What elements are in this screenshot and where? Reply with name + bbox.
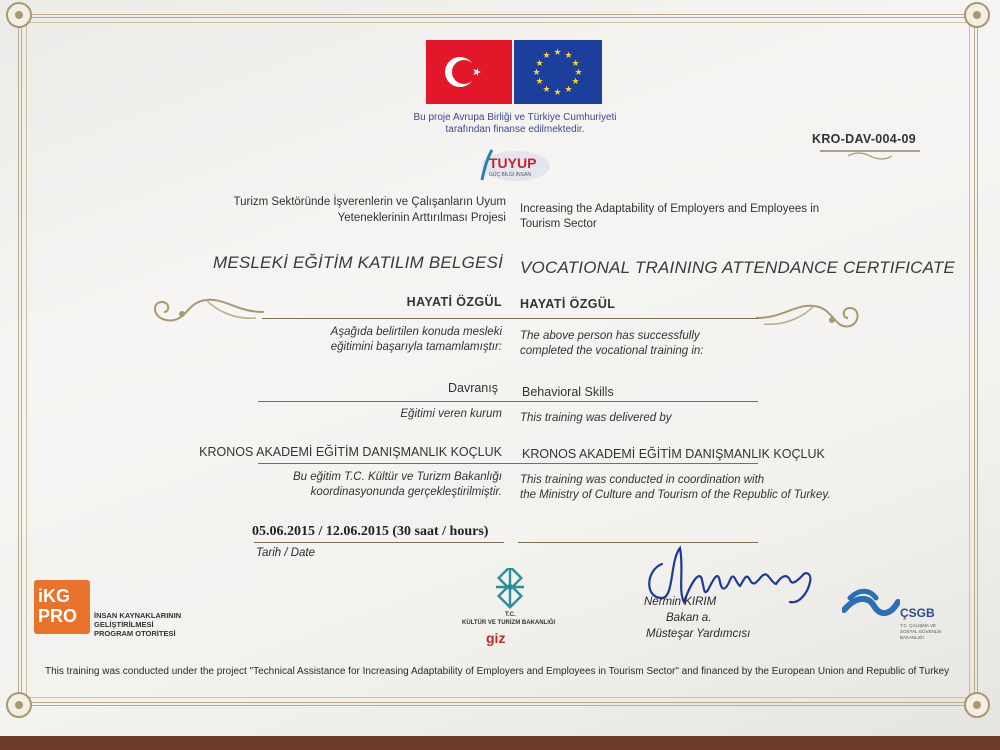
corner-ornament-bottom-left bbox=[6, 692, 32, 718]
certificate-title-tr: MESLEKİ EĞİTİM KATILIM BELGESİ bbox=[212, 253, 503, 272]
csgb-caption-line2: SOSYAL GÜVENLİK bbox=[900, 629, 942, 634]
completed-tr-line1: Aşağıda belirtilen konuda mesleki bbox=[330, 326, 502, 338]
csgb-caption-line3: BAKANLIĞI bbox=[900, 635, 924, 640]
left-flourish-ornament-icon bbox=[146, 290, 266, 336]
financing-note-line2: tarafından finanse edilmektedir. bbox=[445, 124, 585, 135]
giz-logo-text: giz bbox=[486, 630, 506, 646]
turkey-flag-icon bbox=[426, 40, 512, 104]
coordination-en-line1: This training was conducted in coordination with bbox=[520, 474, 765, 486]
signatory-role-line1: Bakan a. bbox=[666, 612, 712, 624]
recipient-name-tr: HAYATİ ÖZGÜL bbox=[406, 295, 502, 309]
provider-en: KRONOS AKADEMİ EĞİTİM DANIŞMANLIK KOÇLUK bbox=[522, 447, 825, 461]
recipient-name-en: HAYATİ ÖZGÜL bbox=[520, 297, 616, 311]
provider-underline bbox=[258, 463, 758, 464]
project-title-tr-line1: Turizm Sektöründe İşverenlerin ve Çalışanların Uyum bbox=[233, 196, 506, 208]
ikg-caption-line3: PROGRAM OTORİTESİ bbox=[94, 629, 176, 638]
coordination-en-line2: the Ministry of Culture and Tourism of the Republic of Turkey. bbox=[520, 489, 831, 501]
project-title-en-line2: Tourism Sector bbox=[520, 218, 597, 230]
delivered-by-en: This training was delivered by bbox=[520, 412, 672, 424]
date-underline bbox=[254, 542, 504, 543]
right-flourish-ornament-icon bbox=[754, 296, 864, 340]
ikg-caption-line2: GELİŞTİRİLMESİ bbox=[94, 620, 154, 629]
date-label: Tarih / Date bbox=[256, 547, 316, 559]
tuyup-logo-subtext: GÜÇ BİLGİ İNSAN bbox=[489, 172, 531, 178]
completed-en-line1: The above person has successfully bbox=[520, 330, 700, 342]
csgb-caption-line1: T.C. ÇALIŞMA VE bbox=[900, 623, 937, 628]
provider-tr: KRONOS AKADEMİ EĞİTİM DANIŞMANLIK KOÇLUK bbox=[199, 445, 502, 459]
project-title-en-line1: Increasing the Adaptability of Employers and Employees in bbox=[520, 203, 820, 215]
coordination-tr-line2: koordinasyonunda gerçekleştirilmiştir. bbox=[310, 486, 502, 498]
name-underline bbox=[262, 318, 758, 319]
subject-underline bbox=[258, 401, 758, 402]
corner-ornament-bottom-right bbox=[964, 692, 990, 718]
project-title-tr-line2: Yeteneklerinin Arttırılması Projesi bbox=[337, 212, 506, 224]
corner-ornament-top-right bbox=[964, 2, 990, 28]
financing-note-line1: Bu proje Avrupa Birliği ve Türkiye Cumhuriyeti bbox=[413, 112, 617, 123]
training-subject-en: Behavioral Skills bbox=[522, 385, 614, 399]
tuyup-logo-text: TUYUP bbox=[489, 155, 537, 171]
completed-tr-line2: eğitimini başarıyla tamamlamıştır: bbox=[330, 341, 502, 353]
footer-note: This training was conducted under the project "Technical Assistance for Increasing Adaptability of Employers and Employees in Tourism Sector" and financed by the European Union and Republic of Turkey bbox=[45, 666, 950, 677]
ministry-label-line1: T.C. bbox=[505, 612, 516, 618]
signatory-role-line2: Müsteşar Yardımcısı bbox=[646, 628, 751, 640]
training-date-range: 05.06.2015 / 12.06.2015 (30 saat / hours) bbox=[252, 524, 489, 539]
eu-flag-icon: ★ ★ ★ ★ ★ ★ ★ ★ ★ ★ ★ ★ bbox=[514, 40, 602, 104]
certificate-title-en: VOCATIONAL TRAINING ATTENDANCE CERTIFICATE bbox=[520, 258, 956, 277]
csgb-logo-text: ÇSGB bbox=[900, 606, 935, 620]
coordination-tr-line1: Bu eğitim T.C. Kültür ve Turizm Bakanlığı bbox=[293, 471, 502, 483]
training-subject-tr: Davranış bbox=[447, 381, 498, 395]
corner-ornament-top-left bbox=[6, 2, 32, 28]
ministry-label-line2: KÜLTÜR VE TURİZM BAKANLIĞI bbox=[462, 620, 556, 626]
ikg-caption-line1: İNSAN KAYNAKLARININ bbox=[94, 611, 182, 620]
csgb-emblem-icon bbox=[842, 586, 900, 620]
signatory-name: Nermin KIRIM bbox=[644, 596, 717, 608]
ikg-logo-text-line2: PRO bbox=[38, 606, 78, 626]
table-surface-edge bbox=[0, 736, 1000, 750]
ikg-logo-text-line1: iKG bbox=[38, 586, 71, 606]
code-underline-ornament-icon bbox=[818, 147, 922, 163]
delivered-by-tr: Eğitimi veren kurum bbox=[400, 408, 502, 420]
ministry-emblem-icon bbox=[492, 568, 528, 610]
certificate-code: KRO-DAV-004-09 bbox=[812, 132, 916, 146]
completed-en-line2: completed the vocational training in: bbox=[520, 345, 704, 357]
